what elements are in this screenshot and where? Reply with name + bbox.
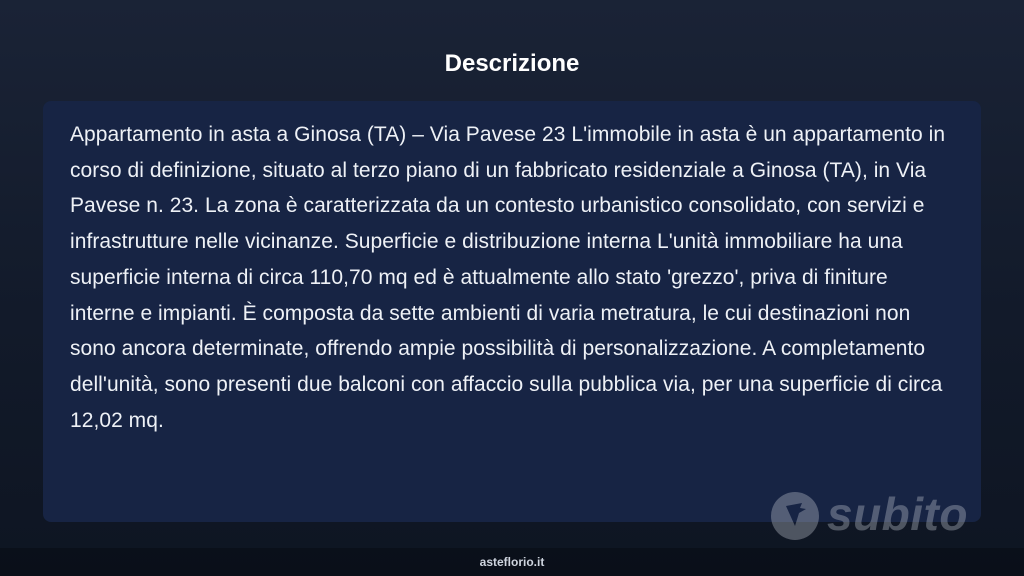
subito-watermark xyxy=(771,489,977,545)
page-title: Descrizione xyxy=(444,50,580,77)
subito-logo-icon xyxy=(771,492,819,540)
footer-bar xyxy=(0,548,1024,576)
description-text: Appartamento in asta a Ginosa (TA) – Via Pavese 23 L'immobile in asta è un appartamento in corso di definizione, situato al terzo piano di un fabbricato residenziale a Ginosa (TA), in Via Pavese n. 23. La zona è caratterizzata da un contesto urbanistico consolidato, con servizi e infrastrutture nelle vicinanze. Superficie e distribuzione interna L'unità immobiliare ha una superficie interna di circa 110,70 mq ed è attualmente allo stato 'grezzo', priva di finiture interne e impianti. È composta da sette ambienti di varia metratura, le cui destinazioni non sono ancora determinate, offrendo ampie possibilità di personalizzazione. A completamento dell'unità, sono presenti due balconi con affaccio sulla pubblica via, per una superficie di circa 12,02 mq. xyxy=(70,123,946,432)
subito-wordmark: subito xyxy=(827,488,968,540)
description-card xyxy=(43,101,981,522)
footer-site: asteflorio.it xyxy=(479,555,545,569)
